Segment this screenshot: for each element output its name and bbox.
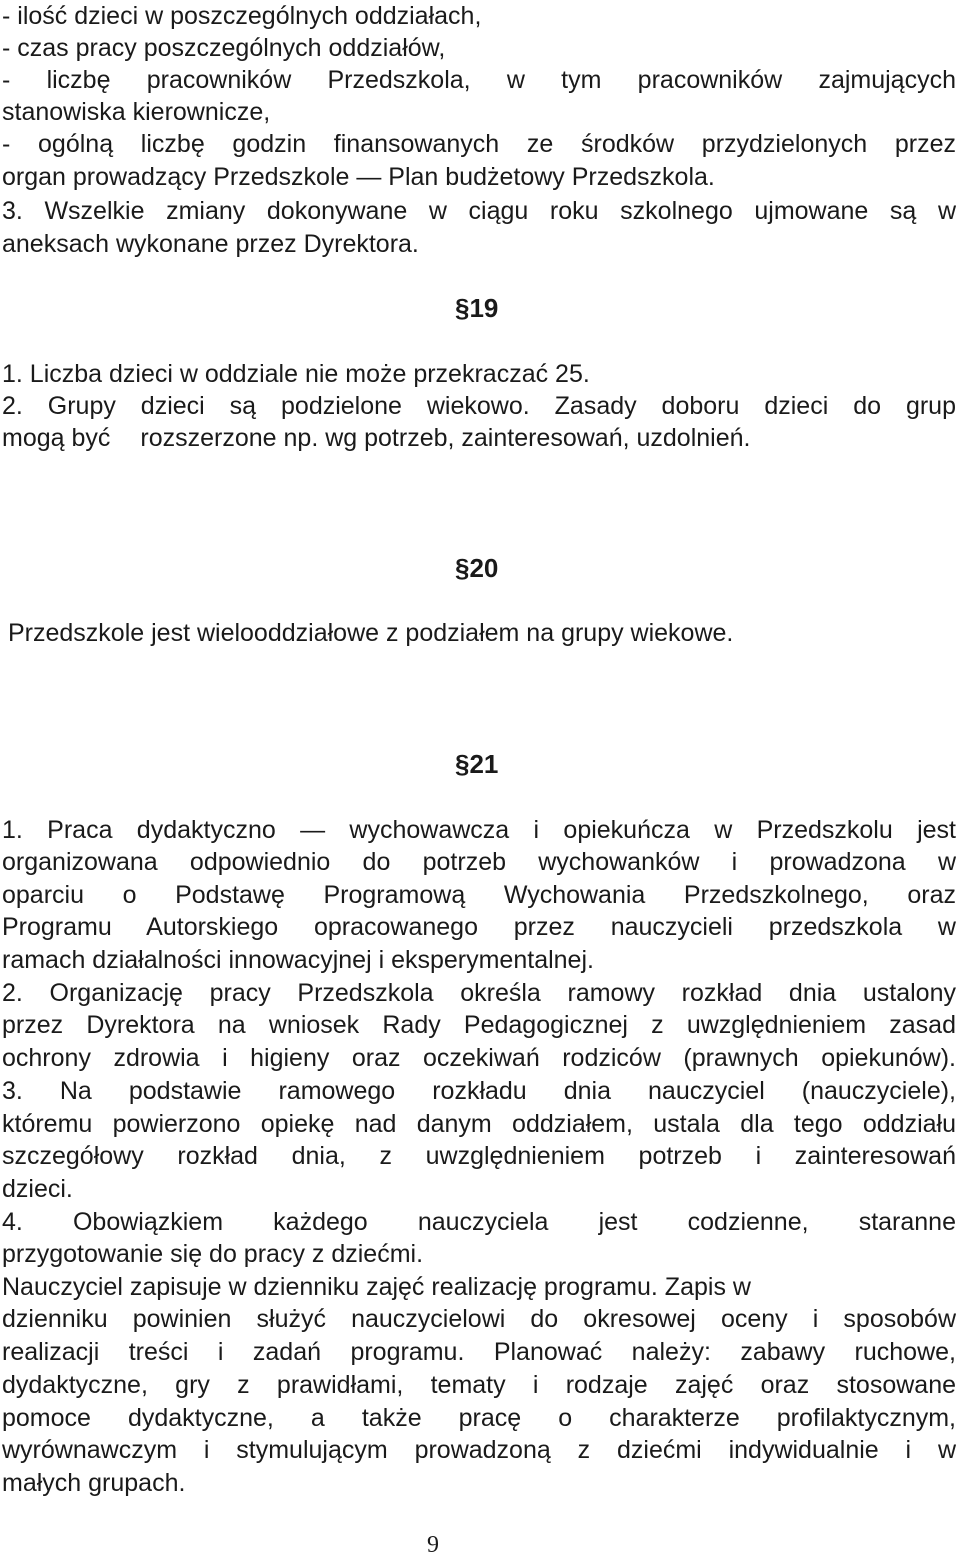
section-number: 21	[469, 749, 499, 779]
text-line: aneksach wykonane przez Dyrektora.	[2, 230, 419, 258]
section-number: 20	[469, 553, 499, 583]
text-line: któremu powierzono opiekę nad danym oddziałem, ustala dla tego oddziału	[2, 1110, 956, 1138]
section-heading-19	[455, 292, 498, 325]
text-line: Przedszkole jest wielooddziałowe z podziałem na grupy wiekowe.	[8, 619, 734, 647]
text-line: 2. Organizację pracy Przedszkola określa ramowy rozkład dnia ustalony	[2, 979, 956, 1007]
text-line: 2. Grupy dzieci są podzielone wiekowo. Zasady doboru dzieci do grup	[2, 392, 956, 420]
text-line: 1. Praca dydaktyczno — wychowawcza i opiekuńcza w Przedszkolu jest	[2, 816, 956, 844]
text-line: dzienniku powinien służyć nauczycielowi do okresowej oceny i sposobów	[2, 1305, 956, 1333]
text-line: 1. Liczba dzieci w oddziale nie może przekraczać 25.	[2, 360, 590, 388]
text-line: 4. Obowiązkiem każdego nauczyciela jest codzienne, staranne	[2, 1208, 956, 1236]
text-line: dzieci.	[2, 1175, 73, 1203]
text-line: dydaktyczne, gry z prawidłami, tematy i rodzaje zajęć oraz stosowane	[2, 1371, 956, 1399]
text-line: 3. Na podstawie ramowego rozkładu dnia nauczyciel (nauczyciele),	[2, 1077, 956, 1105]
section-symbol: §	[455, 749, 470, 779]
page-number: 9	[427, 1532, 439, 1558]
text-fragment: rozszerzone np. wg potrzeb, zainteresowań, uzdolnień.	[140, 424, 751, 452]
section-symbol: §	[455, 553, 470, 583]
text-line: Nauczyciel zapisuje w dzienniku zajęć realizację programu. Zapis w	[2, 1273, 751, 1301]
text-line: realizacji treści i zadań programu. Planować należy: zabawy ruchowe,	[2, 1338, 956, 1366]
section-symbol: §	[455, 293, 470, 323]
section-heading-21	[455, 748, 498, 781]
text-line: przez Dyrektora na wniosek Rady Pedagogicznej z uwzględnieniem zasad	[2, 1011, 956, 1039]
section-number: 19	[469, 293, 499, 323]
text-line: organ prowadzący Przedszkole — Plan budżetowy Przedszkola.	[2, 163, 715, 191]
text-line: pomoce dydaktyczne, a także pracę o charakterze profilaktycznym,	[2, 1404, 956, 1432]
text-line: ochrony zdrowia i higieny oraz oczekiwań rodziców (prawnych opiekunów).	[2, 1044, 956, 1072]
text-line: oparciu o Podstawę Programową Wychowania Przedszkolnego, oraz	[2, 881, 956, 909]
text-line: - liczbę pracowników Przedszkola, w tym pracowników zajmujących	[2, 66, 956, 94]
text-line: wyrównawczym i stymulującym prowadzoną z dziećmi indywidualnie i w	[2, 1436, 956, 1464]
text-line: małych grupach.	[2, 1469, 186, 1497]
text-line: ramach działalności innowacyjnej i eksperymentalnej.	[2, 946, 594, 974]
text-fragment: mogą być	[2, 424, 111, 452]
section-heading-20	[455, 552, 498, 585]
text-line: przygotowanie się do pracy z dziećmi.	[2, 1240, 424, 1268]
text-line: stanowiska kierownicze,	[2, 98, 271, 126]
text-line	[2, 422, 956, 455]
text-line: - czas pracy poszczególnych oddziałów,	[2, 34, 446, 62]
text-line: organizowana odpowiednio do potrzeb wychowanków i prowadzona w	[2, 848, 956, 876]
text-line: - ogólną liczbę godzin finansowanych ze środków przydzielonych przez	[2, 130, 956, 158]
text-line: 3. Wszelkie zmiany dokonywane w ciągu roku szkolnego ujmowane są w	[2, 197, 956, 225]
text-line: - ilość dzieci w poszczególnych oddziałach,	[2, 2, 482, 30]
text-line: szczegółowy rozkład dnia, z uwzględnieniem potrzeb i zainteresowań	[2, 1142, 956, 1170]
text-line: Programu Autorskiego opracowanego przez nauczycieli przedszkola w	[2, 913, 956, 941]
